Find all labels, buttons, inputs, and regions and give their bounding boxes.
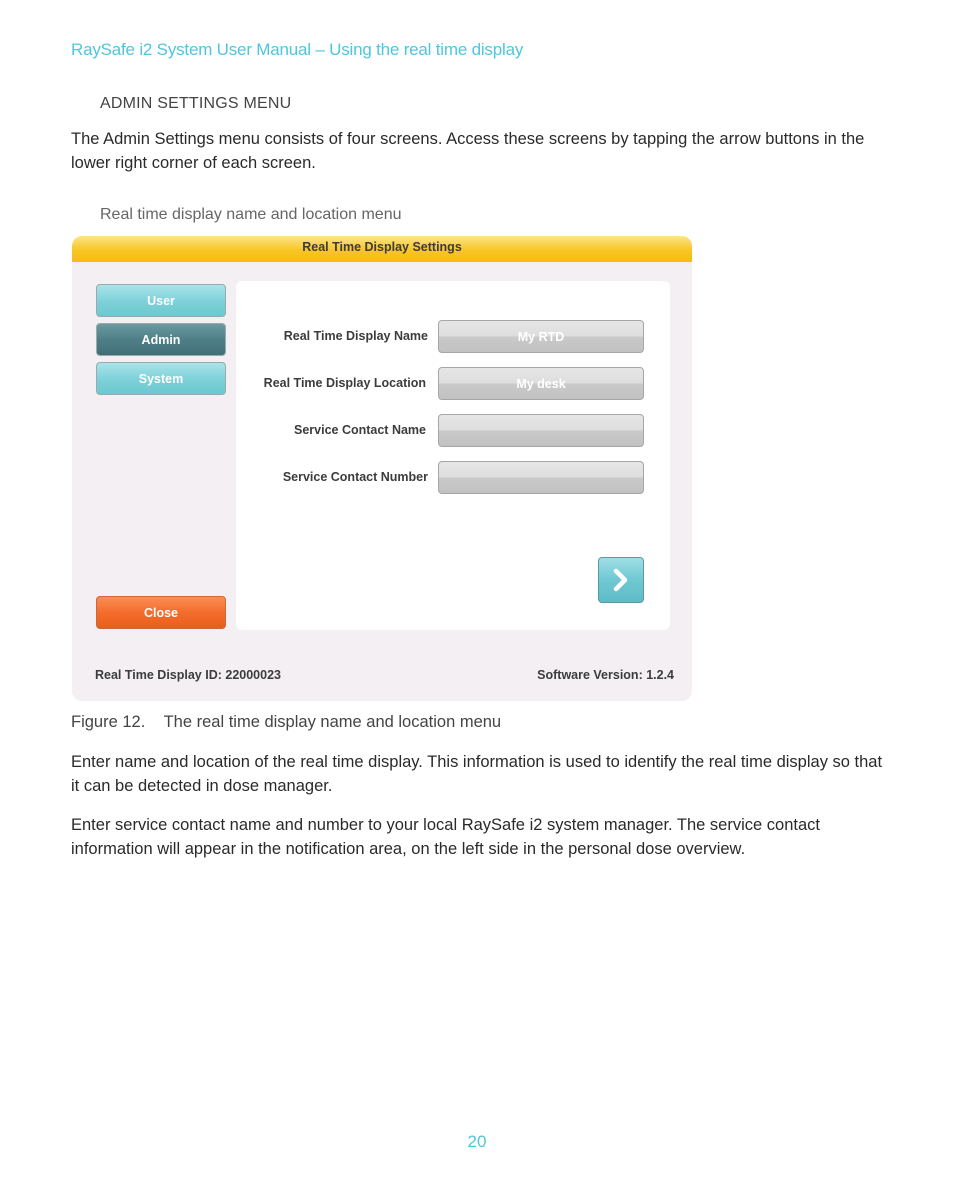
- service-contact-name-label: Service Contact Name: [293, 423, 426, 437]
- service-contact-name-field[interactable]: [438, 414, 644, 447]
- settings-content-panel: [236, 281, 670, 630]
- display-id-label: Real Time Display ID: 22000023: [95, 668, 281, 682]
- page-number: 20: [467, 1132, 487, 1151]
- display-name-label: Real Time Display Name: [283, 329, 428, 343]
- body-paragraph-1: Enter name and location of the real time display. This information is used to identify the real time display so that it can be detected in dose manager.: [71, 753, 883, 795]
- figure-number: Figure 12.: [71, 713, 146, 731]
- system-tab-button[interactable]: System: [96, 362, 226, 395]
- chevron-right-icon: [599, 558, 643, 602]
- figure-title: Real Time Display Settings: [302, 240, 462, 254]
- next-screen-button[interactable]: [598, 557, 644, 603]
- figure-title-bar: [72, 236, 692, 262]
- user-tab-button[interactable]: User: [96, 284, 226, 317]
- figure-caption-text: The real time display name and location menu: [163, 713, 502, 731]
- figure-caption: [71, 713, 501, 732]
- software-version-label: Software Version: 1.2.4: [537, 668, 674, 682]
- service-contact-number-field[interactable]: [438, 461, 644, 494]
- settings-screenshot-figure: [72, 236, 692, 701]
- body-paragraph-2: Enter service contact name and number to your local RaySafe i2 system manager. The service contact information will appear in the notification area, on the left side in the personal dose overview.: [71, 816, 820, 858]
- display-location-label: Real Time Display Location: [263, 376, 426, 390]
- section-heading: ADMIN SETTINGS MENU: [100, 95, 292, 112]
- display-location-field[interactable]: My desk: [438, 367, 644, 400]
- intro-paragraph: The Admin Settings menu consists of four screens. Access these screens by tapping the arrow buttons in the lower right corner of each screen.: [71, 130, 865, 172]
- service-contact-number-label: Service Contact Number: [282, 470, 428, 484]
- close-button[interactable]: Close: [96, 596, 226, 629]
- display-name-field[interactable]: My RTD: [438, 320, 644, 353]
- admin-tab-button[interactable]: Admin: [96, 323, 226, 356]
- sub-heading: Real time display name and location menu: [100, 206, 402, 223]
- running-header: RaySafe i2 System User Manual – Using the real time display: [71, 40, 524, 59]
